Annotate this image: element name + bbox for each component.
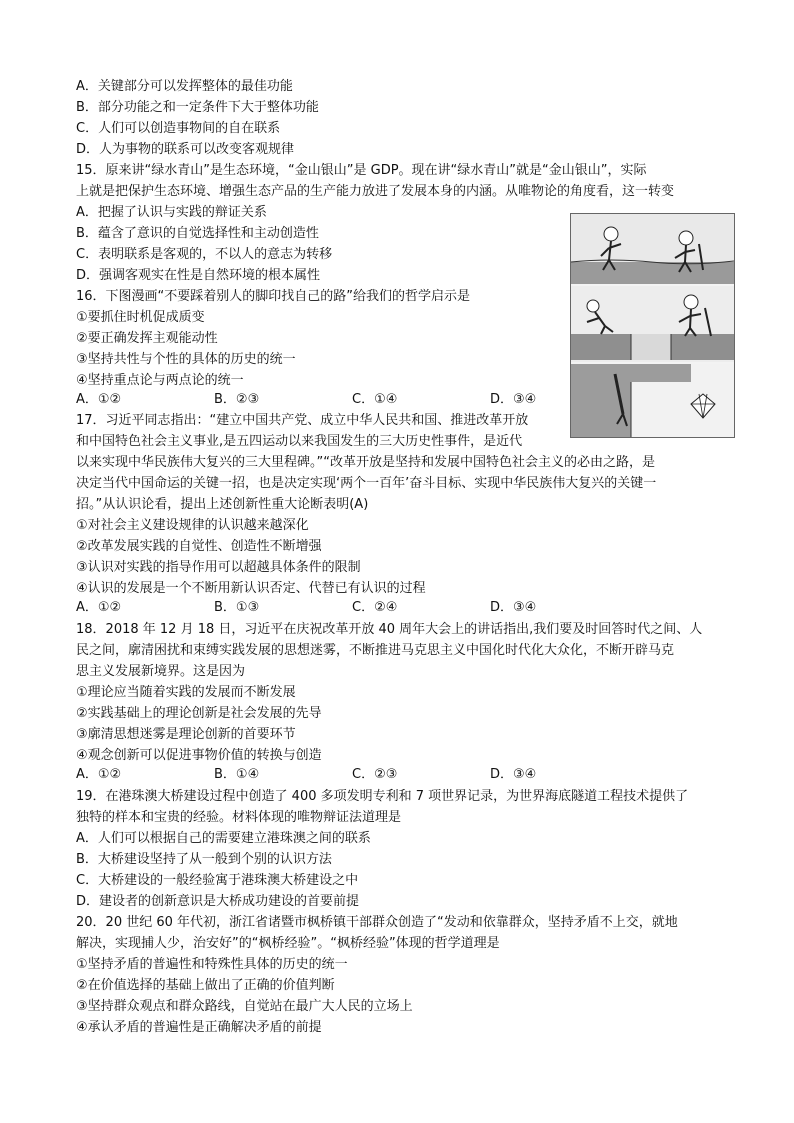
q17-stem-line: 决定当代中国命运的关键一招，也是决定实现‘两个一百年’奋斗目标、实现中华民族伟大复兴的关键一	[76, 476, 657, 491]
q18-stem-line: 民之间，廓清困扰和束缚实践发展的思想迷雾，不断推进马克思主义中国化时代化大众化，不断开辟马克	[76, 643, 675, 658]
q18-item-1: ①理论应当随着实践的发展而不断发展	[76, 685, 296, 700]
cartoon-illustration	[570, 213, 735, 438]
q17-item-2: ②改革发展实践的自觉性、创造性不断增强	[76, 539, 322, 554]
q20-item-4: ④承认矛盾的普遍性是正确解决矛盾的前提	[76, 1020, 322, 1035]
q15-stem-line: 上就是把保护生态环境、增强生态产品的生产能力放进了发展本身的内涵。从唯物论的角度看，这一转变	[76, 184, 675, 199]
q20-item-1: ①坚持矛盾的普遍性和特殊性具体的历史的统一	[76, 957, 348, 972]
q18-choice-d: D．③④	[490, 767, 537, 782]
q15-stem-line: 15．原来讲“绿水青山”是生态环境，“金山银山”是 GDP。现在讲“绿水青山”就是“金山银山”，实际	[76, 163, 647, 178]
q20-item-2: ②在价值选择的基础上做出了正确的价值判断	[76, 978, 335, 993]
q15-option-d: D．强调客观实在性是自然环境的根本属性	[76, 268, 321, 283]
q19-stem-line: 独特的样本和宝贵的经验。材料体现的唯物辩证法道理是	[76, 810, 402, 825]
q19-stem-line: 19．在港珠澳大桥建设过程中创造了 400 多项发明专利和 7 项世界记录，为世界海底隧道工程技术提供了	[76, 789, 689, 804]
q20-stem-line: 解决，实现捕人少，治安好”的“枫桥经验”。“枫桥经验”体现的哲学道理是	[76, 936, 500, 951]
q19-option-a: A．人们可以根据自己的需要建立港珠澳之间的联系	[76, 831, 371, 846]
q16-item-1: ①要抓住时机促成质变	[76, 310, 205, 325]
q19-option-b: B．大桥建设坚持了从一般到个别的认识方法	[76, 852, 332, 867]
q15-option-c: C．表明联系是客观的，不以人的意志为转移	[76, 247, 333, 262]
q19-option-c: C．大桥建设的一般经验寓于港珠澳大桥建设之中	[76, 873, 359, 888]
q17-choice-c: C．②④	[352, 600, 398, 615]
q17-item-4: ④认识的发展是一个不断用新认识否定、代替已有认识的过程	[76, 581, 426, 596]
q18-choice-b: B．①④	[214, 767, 260, 782]
q14-option-a: A．关键部分可以发挥整体的最佳功能	[76, 79, 293, 94]
q14-option-b: B．部分功能之和一定条件下大于整体功能	[76, 100, 319, 115]
q17-choice-a: A．①②	[76, 600, 122, 615]
q15-option-b: B．蕴含了意识的自觉选择性和主动创造性	[76, 226, 319, 241]
q18-item-3: ③廓清思想迷雾是理论创新的首要环节	[76, 727, 296, 742]
q16-choice-c: C．①④	[352, 392, 398, 407]
q16-item-3: ③坚持共性与个性的具体的历史的统一	[76, 352, 296, 367]
q16-item-4: ④坚持重点论与两点论的统一	[76, 373, 244, 388]
q18-choice-c: C．②③	[352, 767, 398, 782]
q18-item-2: ②实践基础上的理论创新是社会发展的先导	[76, 706, 322, 721]
q18-stem-line: 18．2018 年 12 月 18 日，习近平在庆祝改革开放 40 周年大会上的讲话指出,我们要及时回答时代之间、人	[76, 622, 703, 637]
q18-stem-line: 思主义发展新境界。这是因为	[76, 664, 246, 679]
q17-stem-line: 招。”从认识论看，提出上述创新性重大论断表明(A)	[76, 497, 369, 512]
q14-option-c: C．人们可以创造事物间的自在联系	[76, 121, 281, 136]
q17-choice-b: B．①③	[214, 600, 260, 615]
q16-item-2: ②要正确发挥主观能动性	[76, 331, 218, 346]
cartoon-drawing	[571, 214, 734, 437]
q16-choice-b: B．②③	[214, 392, 260, 407]
q17-stem-line: 17．习近平同志指出：“建立中国共产党、成立中华人民共和国、推进改革开放	[76, 413, 529, 428]
q19-option-d: D．建设者的创新意识是大桥成功建设的首要前提	[76, 894, 360, 909]
q18-choice-a: A．①②	[76, 767, 122, 782]
q17-choice-d: D．③④	[490, 600, 537, 615]
q16-choice-a: A．①②	[76, 392, 122, 407]
q18-item-4: ④观念创新可以促进事物价值的转换与创造	[76, 748, 322, 763]
q20-item-3: ③坚持群众观点和群众路线，自觉站在最广大人民的立场上	[76, 999, 413, 1014]
q15-option-a: A．把握了认识与实践的辩证关系	[76, 205, 267, 220]
q17-item-3: ③认识对实践的指导作用可以超越具体条件的限制	[76, 560, 361, 575]
q17-item-1: ①对社会主义建设规律的认识越来越深化	[76, 518, 309, 533]
q20-stem-line: 20．20 世纪 60 年代初，浙江省诸暨市枫桥镇干部群众创造了“发动和依靠群众，坚持矛盾不上交，就地	[76, 915, 678, 930]
q14-option-d: D．人为事物的联系可以改变客观规律	[76, 142, 295, 157]
q16-stem: 16．下图漫画“不要踩着别人的脚印找自己的路”给我们的哲学启示是	[76, 289, 471, 304]
q17-stem-line: 和中国特色社会主义事业,是五四运动以来我国发生的三大历史性事件，是近代	[76, 434, 523, 449]
q17-stem-line: 以来实现中华民族伟大复兴的三大里程碑。”“改革开放是坚持和发展中国特色社会主义的必由之路，是	[76, 455, 655, 470]
q16-choice-d: D．③④	[490, 392, 537, 407]
